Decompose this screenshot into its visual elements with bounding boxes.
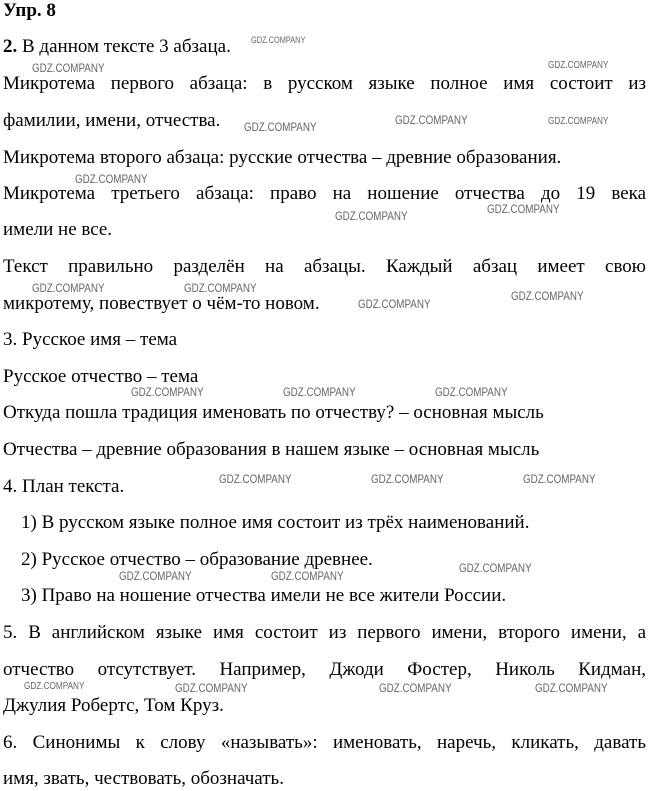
watermark: GDZ.COMPANY — [32, 61, 105, 75]
answer-line-8: микротему, повествует о чём-то новом. — [3, 293, 320, 314]
answer-line-7: Текст правильно разделён на абзацы. Каждый абзац имеет свою — [3, 256, 646, 277]
watermark: GDZ.COMPANY — [459, 561, 532, 575]
watermark: GDZ.COMPANY — [548, 60, 609, 71]
watermark: GDZ.COMPANY — [395, 113, 468, 127]
plan-item-2: 2) Русское отчество – образование древнее. — [21, 549, 373, 570]
plan-item-1: 1) В русском языке полное имя состоит из трёх наименований. — [21, 512, 530, 533]
watermark: GDZ.COMPANY — [131, 385, 204, 399]
watermark: GDZ.COMPANY — [358, 297, 431, 311]
watermark: GDZ.COMPANY — [75, 172, 148, 186]
watermark: GDZ.COMPANY — [511, 289, 584, 303]
watermark: GDZ.COMPANY — [379, 681, 452, 695]
answer-line-10: Русское отчество – тема — [3, 366, 199, 387]
answer-line-21: имя, звать, чествовать, обозначать. — [3, 768, 284, 789]
answer-number: 2. — [3, 36, 18, 57]
watermark: GDZ.COMPANY — [219, 472, 292, 486]
answer-line-1 — [3, 36, 646, 58]
watermark: GDZ.COMPANY — [251, 35, 306, 45]
answer-line-6: имели не все. — [3, 219, 113, 240]
watermark: GDZ.COMPANY — [548, 116, 609, 127]
watermark: GDZ.COMPANY — [535, 681, 608, 695]
answer-line-20: 6. Синонимы к слову «называть»: именовать, наречь, кликать, давать — [3, 732, 646, 753]
plan-item-3: 3) Право на ношение отчества имели не все жители России. — [21, 585, 507, 606]
answer-line-12: Отчества – древние образования в нашем языке – основная мысль — [3, 439, 540, 460]
watermark: GDZ.COMPANY — [523, 472, 596, 486]
watermark: GDZ.COMPANY — [371, 472, 444, 486]
watermark: GDZ.COMPANY — [175, 681, 248, 695]
watermark: GDZ.COMPANY — [244, 120, 317, 134]
answer-line-13: 4. План текста. — [3, 476, 125, 497]
answer-line-18: отчество отсутствует. Например, Джоди Фостер, Николь Кидман, — [3, 659, 646, 680]
exercise-title: Упр. 8 — [3, 0, 56, 21]
answer-line-2: Микротема первого абзаца: в русском языке полное имя состоит из — [3, 73, 646, 94]
answer-line-11: Откуда пошла традиция именовать по отчеству? – основная мысль — [3, 402, 544, 423]
watermark: GDZ.COMPANY — [119, 569, 192, 583]
answer-text: В данном тексте 3 абзаца. — [17, 36, 231, 57]
watermark: GDZ.COMPANY — [271, 569, 344, 583]
watermark: GDZ.COMPANY — [283, 385, 356, 399]
watermark: GDZ.COMPANY — [335, 209, 408, 223]
watermark: GDZ.COMPANY — [435, 385, 508, 399]
answer-line-3: фамилии, имени, отчества. — [3, 110, 221, 131]
answer-line-5: Микротема третьего абзаца: право на ношение отчества до 19 века — [3, 183, 646, 204]
watermark: GDZ.COMPANY — [184, 281, 257, 295]
answer-line-17: 5. В английском языке имя состоит из первого имени, второго имени, а — [3, 622, 646, 643]
answer-line-19: Джулия Робертс, Том Круз. — [3, 695, 224, 716]
watermark: GDZ.COMPANY — [32, 281, 105, 295]
watermark: GDZ.COMPANY — [24, 681, 85, 692]
answer-line-4: Микротема второго абзаца: русские отчества – древние образования. — [3, 147, 562, 168]
watermark: GDZ.COMPANY — [487, 202, 560, 216]
answer-line-9: 3. Русское имя – тема — [3, 329, 178, 350]
